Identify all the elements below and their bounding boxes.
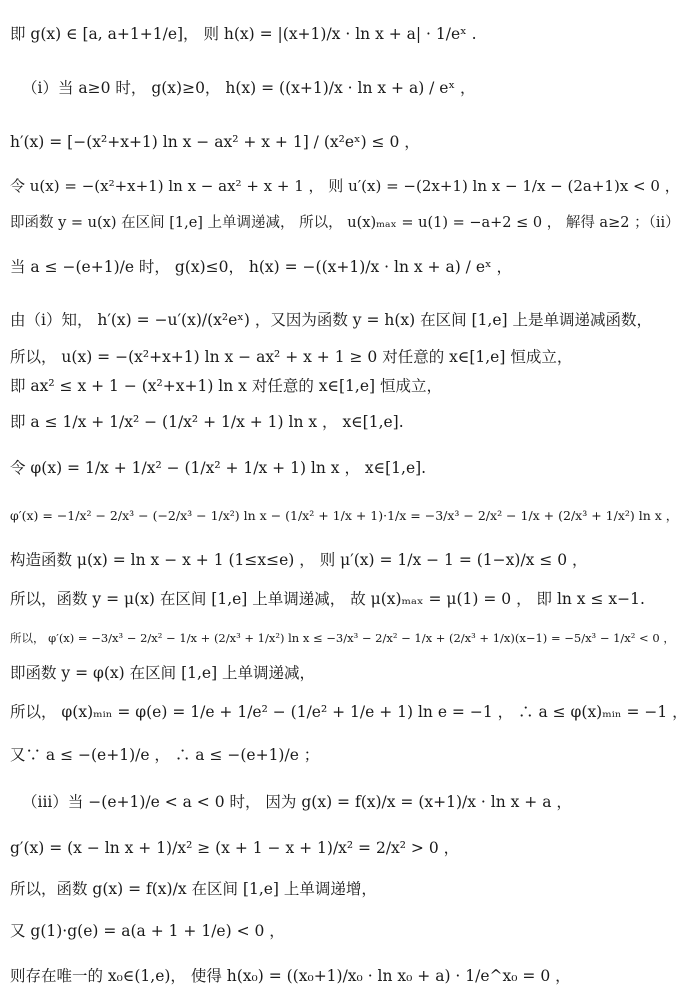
math-line-13: 构造函数 μ(x) = ln x − x + 1 (1≤x≤e) ， 则 μ′(x) = 1/x − 1 = (1−x)/x ≤ 0 ， <box>10 551 588 569</box>
math-line-16: 即函数 y = φ(x) 在区间 [1,e] 上单调递减， <box>10 664 316 682</box>
math-line-2: （i）当 a≥0 时， g(x)≥0， h(x) = ((x+1)/x · ln x + a) / eˣ ， <box>22 79 476 97</box>
math-line-6: 当 a ≤ −(e+1)/e 时， g(x)≤0， h(x) = −((x+1)/x · ln x + a) / eˣ ， <box>10 258 513 276</box>
math-line-7: 由（i）知， h′(x) = −u′(x)/(x²eˣ) ，又因为函数 y = h(x) 在区间 [1,e] 上是单调递减函数， <box>10 311 653 329</box>
math-line-4: 令 u(x) = −(x²+x+1) ln x − ax² + x + 1 ， 则 u′(x) = −(2x+1) ln x − 1/x − (2a+1)x < 0 ， <box>10 177 680 195</box>
math-line-19: （iii）当 −(e+1)/e < a < 0 时， 因为 g(x) = f(x)/x = (x+1)/x · ln x + a ， <box>22 793 572 811</box>
math-line-10: 即 a ≤ 1/x + 1/x² − (1/x² + 1/x + 1) ln x ， x∈[1,e]. <box>10 413 404 431</box>
math-line-11: 令 φ(x) = 1/x + 1/x² − (1/x² + 1/x + 1) ln x ， x∈[1,e]. <box>10 459 427 477</box>
math-line-9: 即 ax² ≤ x + 1 − (x²+x+1) ln x 对任意的 x∈[1,e] 恒成立， <box>10 377 442 395</box>
math-line-1: 即 g(x) ∈ [a, a+1+1/e]， 则 h(x) = |(x+1)/x · ln x + a| · 1/eˣ . <box>10 25 477 43</box>
math-line-20: g′(x) = (x − ln x + 1)/x² ≥ (x + 1 − x + 1)/x² = 2/x² > 0 ， <box>10 839 460 857</box>
math-line-21: 所以，函数 g(x) = f(x)/x 在区间 [1,e] 上单调递增， <box>10 880 377 898</box>
math-line-17: 所以， φ(x)ₘᵢₙ = φ(e) = 1/e + 1/e² − (1/e² + 1/e + 1) ln e = −1 ， ∴ a ≤ φ(x)ₘᵢₙ = −1 ， <box>10 703 688 721</box>
math-line-18: 又∵ a ≤ −(e+1)/e ， ∴ a ≤ −(e+1)/e ； <box>10 746 320 764</box>
math-line-15: 所以， φ′(x) = −3/x³ − 2/x² − 1/x + (2/x³ + 1/x²) ln x ≤ −3/x³ − 2/x² − 1/x + (2/x³ + 1/x)(x−1) = −5/x³ − 1/x² < 0 ， <box>10 631 675 645</box>
math-line-3: h′(x) = [−(x²+x+1) ln x − ax² + x + 1] / (x²eˣ) ≤ 0 ， <box>10 133 420 151</box>
math-line-12: φ′(x) = −1/x² − 2/x³ − (−2/x³ − 1/x²) ln x − (1/x² + 1/x + 1)·1/x = −3/x³ − 2/x² − 1/x + (2/x³ + 1/x²) ln x ， <box>10 508 679 523</box>
math-line-23: 则存在唯一的 x₀∈(1,e)， 使得 h(x₀) = ((x₀+1)/x₀ · ln x₀ + a) · 1/e^x₀ = 0 ， <box>10 967 571 985</box>
math-line-5: 即函数 y = u(x) 在区间 [1,e] 上单调递减， 所以， u(x)ₘₐₓ = u(1) = −a+2 ≤ 0 ， 解得 a≥2 ；（ii） <box>10 215 680 231</box>
math-line-22: 又 g(1)·g(e) = a(a + 1 + 1/e) < 0 ， <box>10 922 285 940</box>
math-line-8: 所以， u(x) = −(x²+x+1) ln x − ax² + x + 1 ≥ 0 对任意的 x∈[1,e] 恒成立， <box>10 348 573 366</box>
math-line-14: 所以，函数 y = μ(x) 在区间 [1,e] 上单调递减， 故 μ(x)ₘₐₓ = μ(1) = 0 ， 即 ln x ≤ x−1. <box>10 590 645 608</box>
